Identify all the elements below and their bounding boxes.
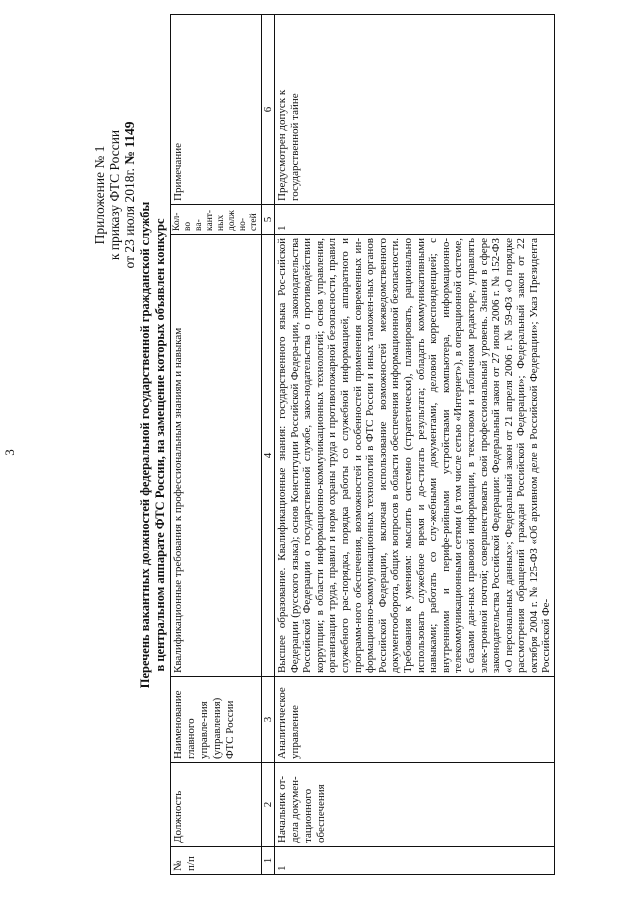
table-row [275,15,555,875]
column-numbers-row [262,15,275,875]
header-note: Примечание [171,15,262,205]
column-number: 6 [262,15,275,205]
row-position: Начальник от-дела докумен-тационного обеспечения [275,763,555,847]
row-note: Предусмотрен допуск к государственной тайне [275,15,555,205]
header-vacancies: Кол-во ва-кант-ных долж но-стей [171,205,262,235]
approval-line-appendix: Приложение № 1 [92,145,107,245]
approval-block [92,45,137,345]
column-number: 2 [262,763,275,847]
approval-order-number: № 1149 [122,121,137,165]
title-line-1: Перечень вакантных должностей федеральной государственной гражданской службы [138,201,152,689]
row-department: Аналитическое управление [275,677,555,763]
approval-line-order: к приказу ФТС России [107,129,122,261]
column-number: 1 [262,847,275,875]
column-number: 5 [262,205,275,235]
row-vacancies: 1 [275,205,555,235]
approval-line-date [122,45,137,345]
header-number: № п/п [171,847,262,875]
header-position: Должность [171,763,262,847]
row-requirements: Высшее образование. Квалификационные знания: государственного языка Рос-сийской Федерации (русского языка); основ Конституции Российской Федера-ции, законодательства Российской Федерации о государственной службе, зако-нодательства о противодействии коррупции; в области информационно-коммуникационных технологий; основ управления, организации труда, правил и норм охраны труда и противопожарной безопасности, правил служебного рас-порядка, порядка работы со служебной информацией, аппаратного и программ-ного обеспечения, возможностей и особенностей применения современных ин-формационно-коммуникационных технологий в ФТС России и иных таможен-ных органов Российской Федерации, включая использование возможностей межведомственного документооборота, общих вопросов в области обеспечения информационной безопасности. Требования к умениям: мыслить системно (стратегически), планировать, рационально использовать служебное время и до-стигать результата; обладать коммуникативными навыками; работать со слу-жебными документами, деловой корреспонденцией; с внутренними и перифе-рийными устройствами компьютера, информационно-телекоммуникационными сетями (в том числе сетью «Интернет»), в операционной системе, с базами дан-ных правовой информации, в текстовом и табличном редакторе, управлять элек-тронной почтой; совершенствовать свой профессиональный уровень. Знания в сфере законодательства Российской Федерации: Федеральный закон от 27 июля 2006 г. № 152-ФЗ «О персональных данных»; Федеральный закон от 21 апреля 2006 г. № 59-ФЗ «О порядке рассмотрения обращений граждан Российской Федерации»; Федеральный закон от 22 октября 2004 г. № 125-ФЗ «Об архивном деле в Российской Федерации»; Указ Президента Российской Фе- [275,235,555,677]
column-number: 3 [262,677,275,763]
header-department: Наименование главного управле-ния (управления) ФТС России [171,677,262,763]
row-number: 1 [275,847,555,875]
table-header-row [171,15,262,875]
approval-date: от 23 июля 2018г. [122,168,137,269]
page-number: 3 [2,449,17,456]
header-requirements: Квалификационные требования к профессиональным знаниям и навыкам [171,235,262,677]
column-number: 4 [262,235,275,677]
vacancies-table [170,14,555,875]
document-title [138,35,167,855]
title-line-2: в центральном аппарате ФТС России, на замещение которых объявлен конкурс [152,218,167,672]
